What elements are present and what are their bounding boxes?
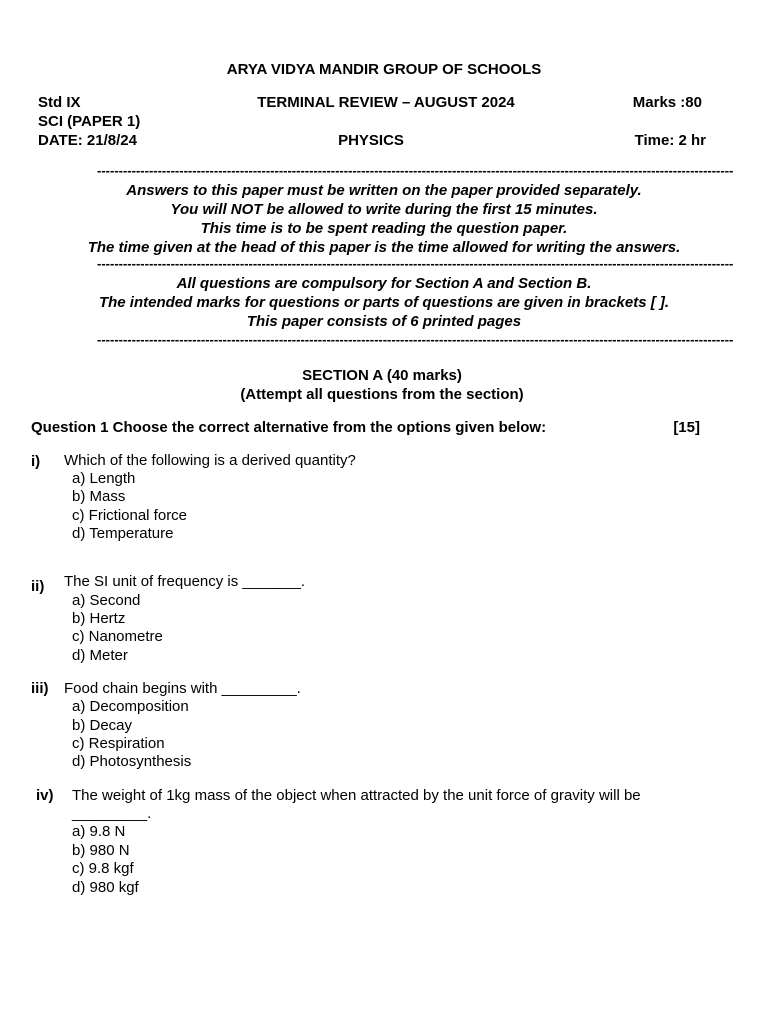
section-title: SECTION A (40 marks) [302,367,462,384]
subquestion-blank: _________. [72,805,152,822]
divider-line: --------------------------------------------------------------------------------------------------------------------------------------------------- [97,256,734,271]
subquestion-text: The weight of 1kg mass of the object when attracted by the unit force of gravity will be [72,787,641,804]
instruction-line: This paper consists of 6 printed pages [246,313,522,330]
instruction-line: This time is to be spent reading the question paper. [200,220,568,237]
paper-label: SCI (PAPER 1) [38,113,141,130]
instruction-line: You will NOT be allowed to write during the first 15 minutes. [170,201,598,218]
option-item: b) Mass [72,488,126,505]
instruction-line: Answers to this paper must be written on the paper provided separately. [126,182,642,199]
option-item: a) 9.8 N [72,823,126,840]
subquestion-number: iv) [36,787,54,804]
instruction-line: The intended marks for questions or parts of questions are given in brackets [ ]. [98,294,670,311]
question-1-text: Question 1 Choose the correct alternative from the options given below: [31,419,547,436]
option-item: d) Temperature [72,525,174,542]
option-item: c) Frictional force [72,507,188,524]
option-item: b) 980 N [72,842,130,859]
subquestion-number: i) [31,453,41,470]
exam-title: TERMINAL REVIEW – AUGUST 2024 [257,94,515,111]
subquestion-number: ii) [31,578,45,595]
subquestion-text: Food chain begins with _________. [64,680,301,697]
school-name: ARYA VIDYA MANDIR GROUP OF SCHOOLS [226,61,542,78]
option-item: d) Meter [72,647,128,664]
subject-label: PHYSICS [338,132,404,149]
subquestion-number: iii) [31,680,49,697]
date-label: DATE: 21/8/24 [38,132,137,149]
option-item: a) Length [72,470,136,487]
option-item: c) Nanometre [72,628,163,645]
option-item: a) Second [72,592,141,609]
option-item: b) Decay [72,717,133,734]
divider-line: --------------------------------------------------------------------------------------------------------------------------------------------------- [97,332,734,347]
subquestion-text: Which of the following is a derived quantity? [64,452,356,469]
option-item: b) Hertz [72,610,126,627]
option-item: a) Decomposition [72,698,189,715]
instruction-line: The time given at the head of this paper is the time allowed for writing the answers. [87,239,681,256]
option-item: d) 980 kgf [72,879,139,896]
time-label: Time: 2 hr [634,132,706,149]
marks-label: Marks :80 [632,94,702,111]
option-item: c) 9.8 kgf [72,860,134,877]
divider-line: --------------------------------------------------------------------------------------------------------------------------------------------------- [97,163,734,178]
std-label: Std IX [38,94,81,111]
option-item: c) Respiration [72,735,165,752]
instruction-line: All questions are compulsory for Section A and Section B. [176,275,592,292]
question-1-marks: [15] [673,419,700,436]
subquestion-text: The SI unit of frequency is _______. [64,573,305,590]
option-item: d) Photosynthesis [72,753,192,770]
section-subtitle: (Attempt all questions from the section) [240,386,524,403]
